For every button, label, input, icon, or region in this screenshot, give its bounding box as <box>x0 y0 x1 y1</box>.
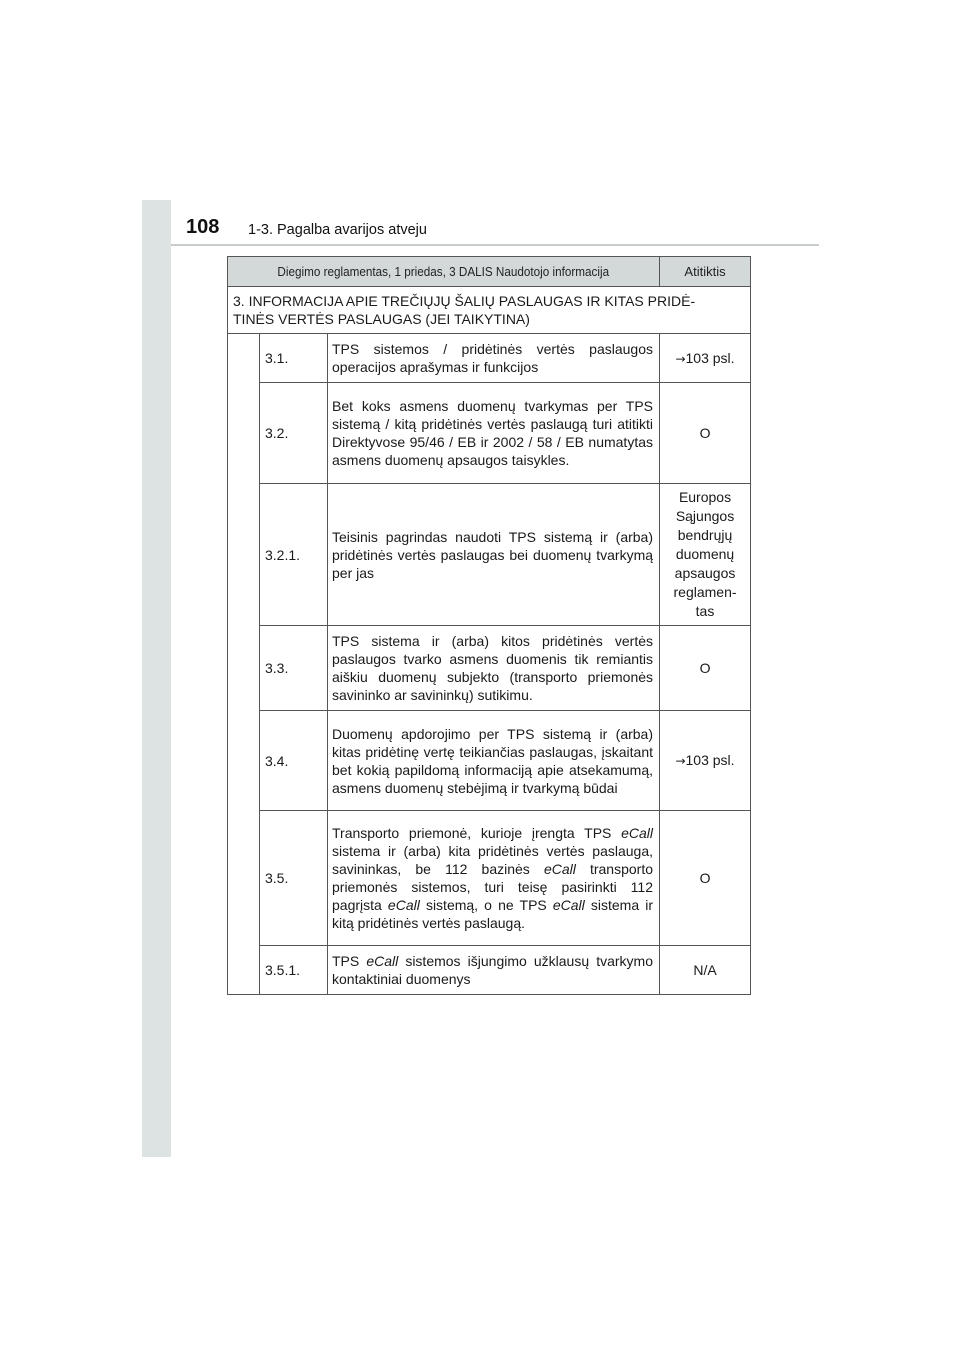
row-number: 3.5. <box>260 811 328 946</box>
side-strip <box>142 200 171 1157</box>
row-description: TPS sistema ir (arba) kitos pridėtinės vertės paslaugos tvarko asmens duomenis tik remiantis aiškiu duomenų subjekto (transporto priemonės savininko ar savininkų) sutikimu. <box>328 626 660 711</box>
table-row <box>228 711 751 811</box>
table-row <box>228 383 751 484</box>
indent-cell <box>228 334 260 995</box>
row-description: Transporto priemonė, kurioje įrengta TPS eCall sistema ir (arba) kita pridėtinės vertės paslauga, savininkas, be 112 bazinės eCall transporto priemonės sistemos, turi teisę pasirinkti 112 pagrįsta eCall sistemą, o ne TPS eCall sistema ir kitą pridėtinės vertės paslaugą. <box>328 811 660 946</box>
arrow-right-icon: → <box>675 754 686 768</box>
row-compliance: Europos Sąjungos bendrųjų duomenų apsaugos reglamen- tas <box>660 484 751 626</box>
column-header-compliance: Atitiktis <box>660 257 751 287</box>
row-description: Bet koks asmens duomenų tvarkymas per TPS sistemą / kitą pridėtinės vertės paslaugą turi atitikti Direktyvose 95/46 / EB ir 2002 / 58 / EB numatytas asmens duomenų apsaugos taisykles. <box>328 383 660 484</box>
column-header-regulation: Diegimo reglamentas, 1 priedas, 3 DALIS Naudotojo informacija <box>228 257 660 287</box>
page-number: 108 <box>186 216 220 238</box>
section-heading: 3. INFORMACIJA APIE TREČIŲJŲ ŠALIŲ PASLAUGAS IR KITAS PRIDĖ- TINĖS VERTĖS PASLAUGAS (JEI TAIKYTINA) <box>228 287 751 334</box>
row-number: 3.2.1. <box>260 484 328 626</box>
arrow-right-icon: → <box>675 351 686 366</box>
row-description: TPS sistemos / pridėtinės vertės paslaugos operacijos aprašymas ir funkcijos <box>328 334 660 383</box>
table-header-row <box>228 257 751 287</box>
row-compliance: →103 psl. <box>660 334 751 383</box>
row-compliance: N/A <box>660 946 751 995</box>
row-number: 3.2. <box>260 383 328 484</box>
header-rule <box>171 244 819 246</box>
row-number: 3.1. <box>260 334 328 383</box>
row-compliance: O <box>660 811 751 946</box>
row-number: 3.3. <box>260 626 328 711</box>
row-compliance: →103 psl. <box>660 711 751 811</box>
info-table <box>227 256 751 995</box>
row-number: 3.4. <box>260 711 328 811</box>
table-row <box>228 946 751 995</box>
table-row <box>228 626 751 711</box>
row-description: TPS eCall sistemos išjungimo užklausų tvarkymo kontaktiniai duomenys <box>328 946 660 995</box>
row-compliance: O <box>660 626 751 711</box>
row-compliance: O <box>660 383 751 484</box>
section-title: 1-3. Pagalba avarijos atveju <box>248 222 427 238</box>
table-row <box>228 484 751 626</box>
section-row <box>228 287 751 334</box>
row-description: Teisinis pagrindas naudoti TPS sistemą ir (arba) pridėtinės vertės paslaugas bei duomenų tvarkymą per jas <box>328 484 660 626</box>
table-row <box>228 811 751 946</box>
row-description: Duomenų apdorojimo per TPS sistemą ir (arba) kitas pridėtinę vertę teikiančias paslaugas, įskaitant bet kokią papildomą informaciją apie atsekamumą, asmens duomenų stebėjimą ir tvarkymą būdai <box>328 711 660 811</box>
row-number: 3.5.1. <box>260 946 328 995</box>
table-row <box>228 334 751 383</box>
